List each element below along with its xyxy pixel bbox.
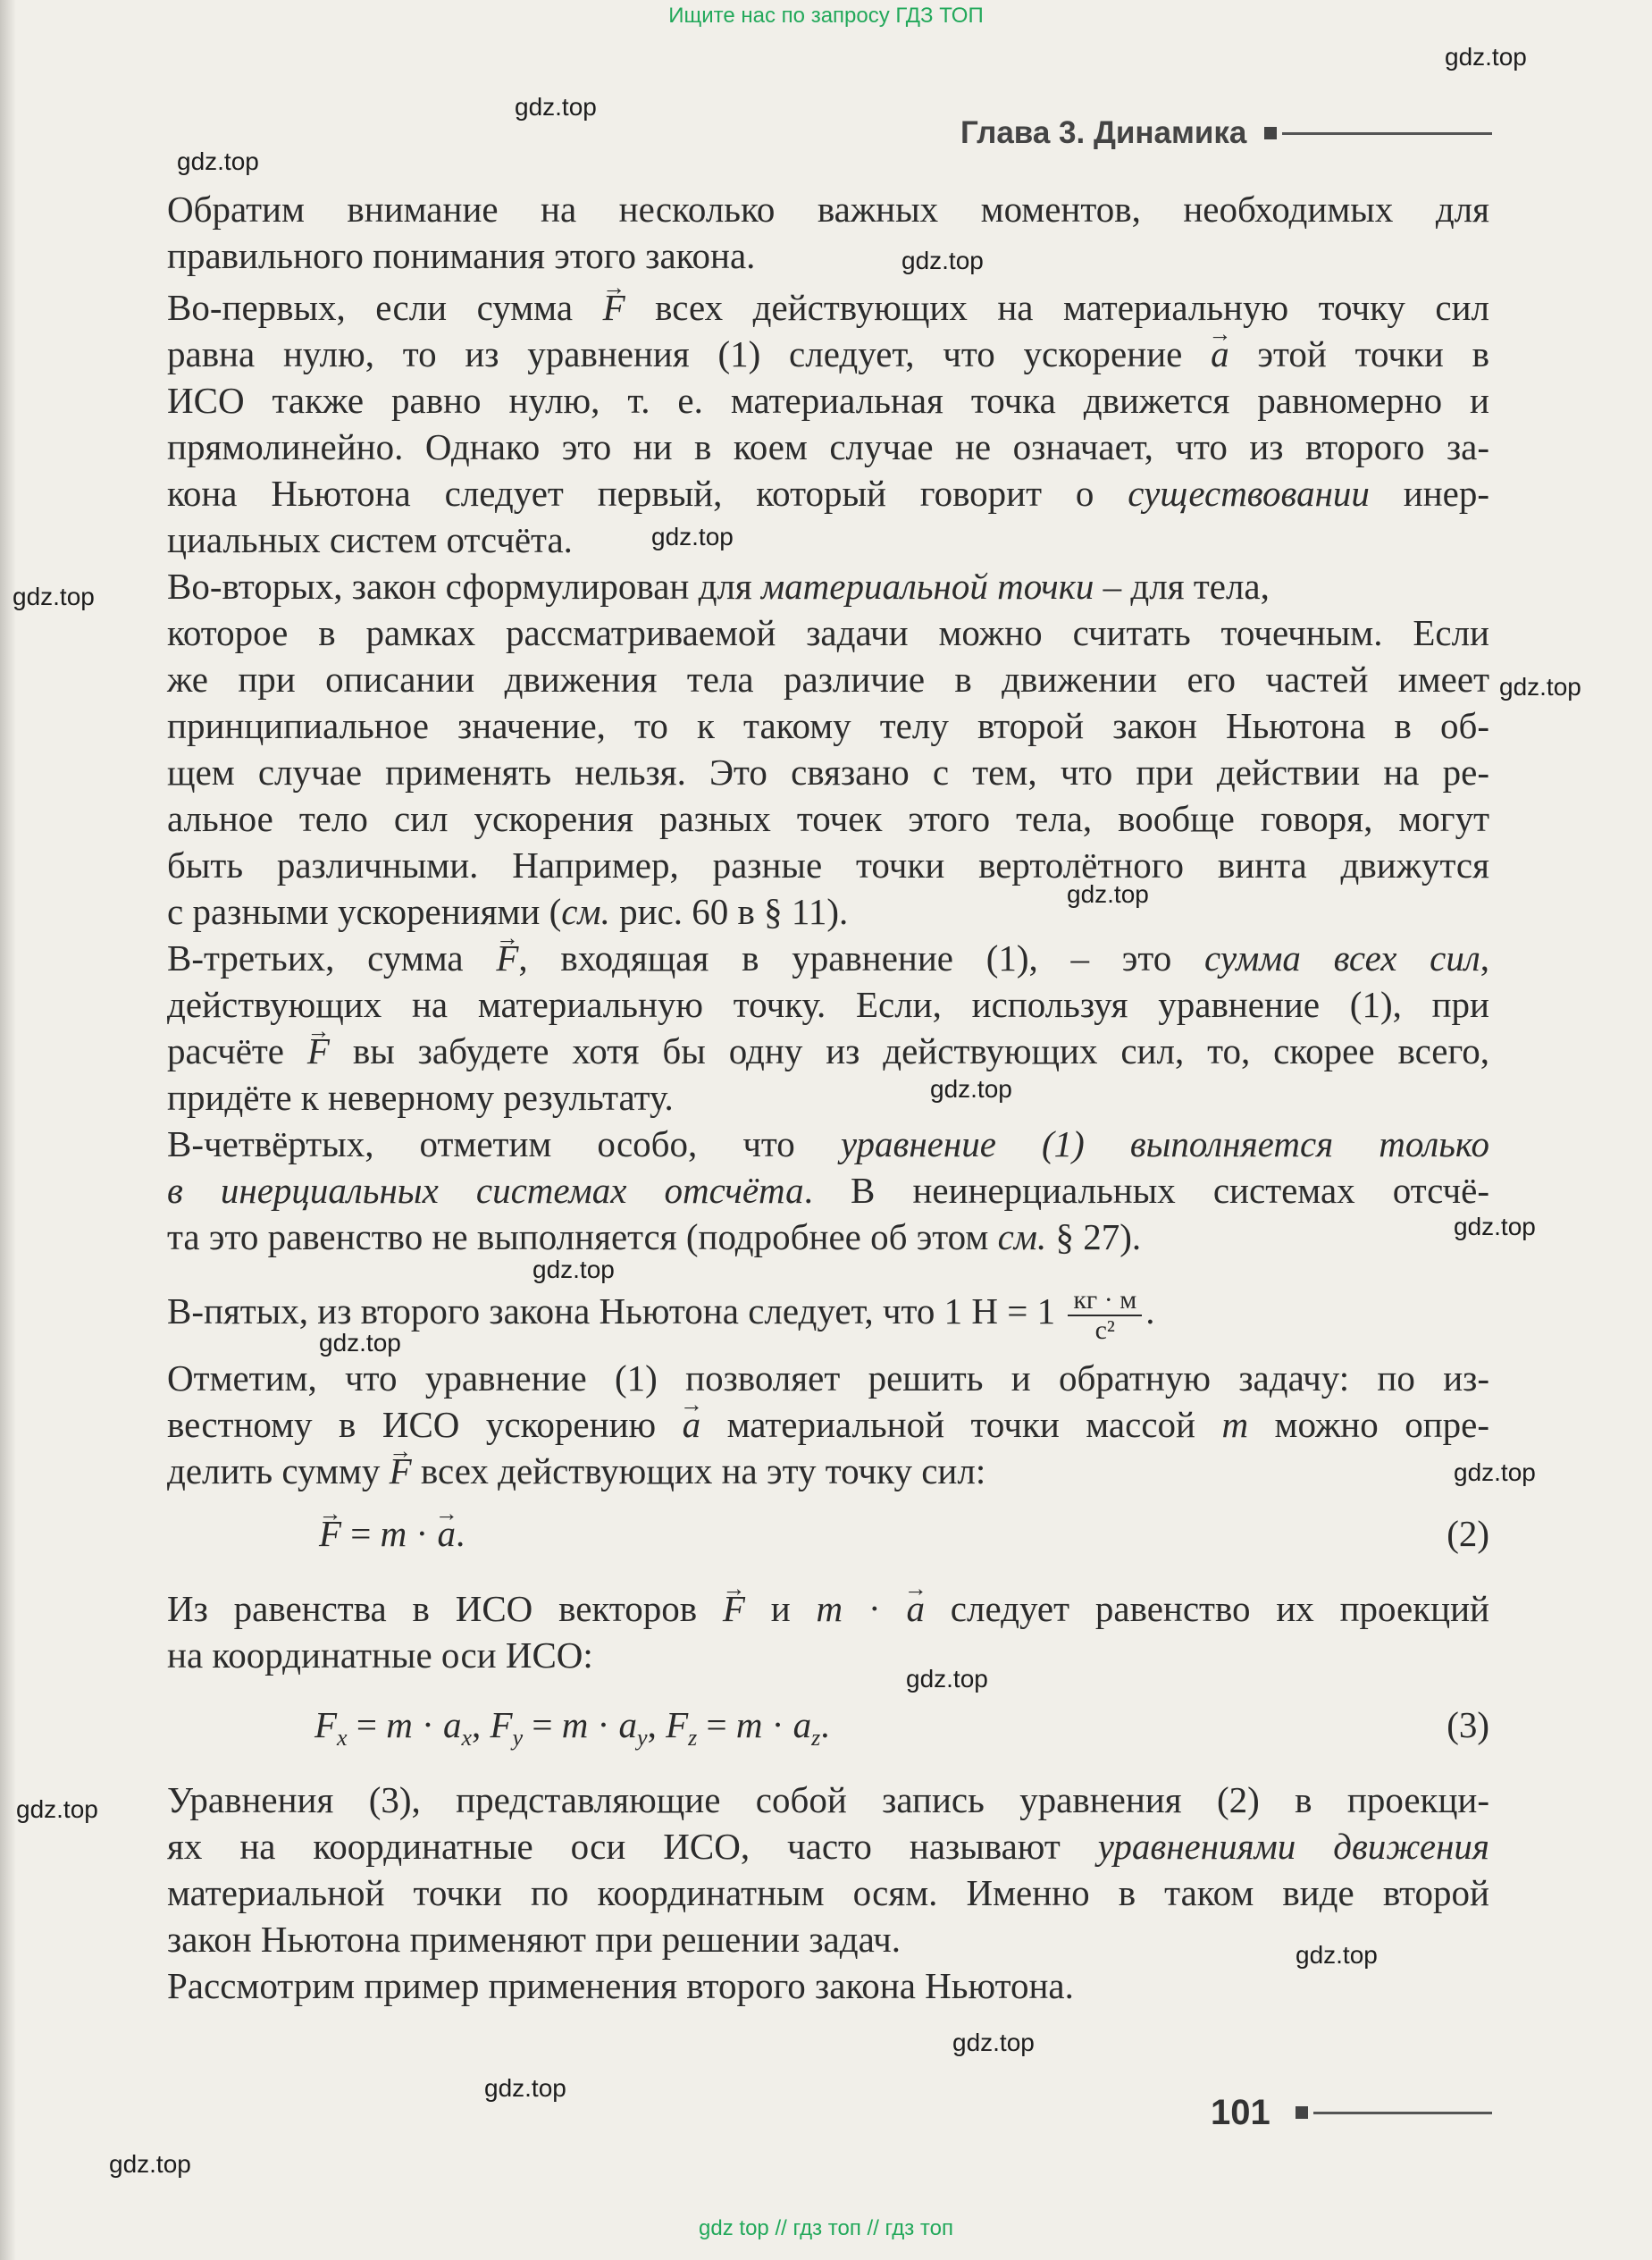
watermark: gdz.top <box>930 1075 1012 1103</box>
vector-a: → a <box>906 1585 925 1632</box>
vector-a: → a <box>683 1401 701 1448</box>
watermark: gdz.top <box>1296 1941 1378 1969</box>
text-line: равна нулю, то из уравнения (1) следует, что ускорение → a этой точки в <box>167 331 1489 377</box>
text-line: Уравнения (3), представляющие собой запись уравнения (2) в проекци- <box>167 1779 1489 1820</box>
text-line: циальных систем отсчёта. <box>167 519 573 560</box>
text-line: щем случае применять нельзя. Это связано с тем, что при действии на ре- <box>167 752 1489 793</box>
text-line: в инерциальных системах отсчёта. В неинерциальных системах отсчё- <box>167 1170 1489 1211</box>
text-line: кона Ньютона следует первый, который говорит о существовании инер- <box>167 473 1490 514</box>
text-line: придёте к неверному результату. <box>167 1077 674 1118</box>
text-line: Отметим, что уравнение (1) позволяет решить и обратную задачу: по из- <box>167 1357 1489 1399</box>
text-line: же при описании движения тела различие в движении его частей имеет <box>167 659 1489 700</box>
watermark: gdz.top <box>515 93 597 121</box>
text-line: которое в рамках рассматриваемой задачи можно считать точечным. Если <box>167 612 1489 653</box>
chapter-title: Глава 3. Динамика <box>960 115 1247 150</box>
text-line: закон Ньютона применяют при решении задач. <box>167 1919 901 1960</box>
bottom-footer: gdz top // гдз топ // гдз топ <box>699 2216 953 2240</box>
text-line: правильного понимания этого закона. <box>167 235 756 276</box>
watermark: gdz.top <box>319 1329 401 1357</box>
text-line: В-третьих, сумма → F, входящая в уравнение (1), – это сумма всех сил, <box>167 935 1489 981</box>
text-line: с разными ускорениями (см. рис. 60 в § 11). <box>167 891 849 932</box>
vector-F: → F <box>603 284 625 331</box>
text-line: быть различными. Например, разные точки вертолётного винта движутся <box>167 844 1489 886</box>
watermark: gdz.top <box>532 1256 615 1283</box>
vector-a: → a <box>437 1510 456 1557</box>
watermark: gdz.top <box>16 1795 98 1823</box>
watermark: gdz.top <box>1445 43 1527 71</box>
equation-3: $F_x = m \cdot a_x$, $F_y = m \cdot a_y$, $F_z = m \cdot a_z$. (3) <box>167 1701 1489 1748</box>
vector-a: → a <box>1211 331 1229 377</box>
text-line: Во-первых, если сумма → F всех действующих на материальную точку сил <box>167 284 1489 331</box>
watermark: gdz.top <box>484 2074 566 2102</box>
watermark: gdz.top <box>1454 1458 1536 1486</box>
text-line: делить сумму → F всех действующих на эту точку сил: <box>167 1448 1489 1494</box>
top-banner: Ищите нас по запросу ГДЗ ТОП <box>668 4 984 28</box>
text-line: на координатные оси ИСО: <box>167 1634 593 1676</box>
page-square-icon <box>1296 2106 1308 2119</box>
header-rule <box>1282 132 1492 135</box>
unit-fraction: $\frac{кг \cdot м}{\text{с²}}$ <box>1068 1286 1142 1345</box>
watermark: gdz.top <box>901 247 984 274</box>
text-line: Обратим внимание на несколько важных моментов, необходимых для <box>167 189 1489 230</box>
page-rule <box>1313 2112 1492 2114</box>
text-line: расчёте → F вы забудете хотя бы одну из действующих сил, то, скорее всего, <box>167 1028 1489 1074</box>
watermark: gdz.top <box>906 1665 988 1693</box>
vector-F: → F <box>390 1448 412 1494</box>
watermark: gdz.top <box>1067 880 1149 908</box>
text-line: ях на координатные оси ИСО, часто называют уравнениями движения <box>167 1826 1489 1867</box>
text-line: ИСО также равно нулю, т. е. материальная точка движется равномерно и <box>167 380 1489 421</box>
watermark: gdz.top <box>651 523 734 550</box>
vector-F: → F <box>723 1585 745 1632</box>
watermark: gdz.top <box>1499 673 1581 701</box>
text-line: вестному в ИСО ускорению → a материальной точки массой m можно опре- <box>167 1401 1489 1448</box>
vector-F: → F <box>307 1028 330 1074</box>
text-line: та это равенство не выполняется (подробнее об этом см. § 27). <box>167 1216 1142 1257</box>
watermark: gdz.top <box>1454 1213 1536 1240</box>
text-line: принципиальное значение, то к такому телу второй закон Ньютона в об- <box>167 705 1489 746</box>
watermark: gdz.top <box>109 2150 191 2178</box>
page-fold-shadow <box>0 0 16 2260</box>
text-line: Рассмотрим пример применения второго закона Ньютона. <box>167 1965 1074 2006</box>
watermark: gdz.top <box>13 583 95 610</box>
equation-2: → F = m · → a. (2) <box>167 1510 1489 1557</box>
text-line: действующих на материальную точку. Если, используя уравнение (1), при <box>167 984 1489 1025</box>
vector-F: → F <box>496 935 518 981</box>
watermark: gdz.top <box>177 147 259 175</box>
text-line: альное тело сил ускорения разных точек этого тела, вообще говоря, могут <box>167 798 1489 839</box>
text-line: материальной точки по координатным осям. Именно в таком виде второй <box>167 1872 1489 1913</box>
text-line: Из равенства в ИСО векторов → F и m · → a следует равенство их проекций <box>167 1585 1489 1632</box>
vector-F: → F <box>319 1510 341 1557</box>
watermark: gdz.top <box>952 2029 1035 2056</box>
text-line: прямолинейно. Однако это ни в коем случае не означает, что из второго за- <box>167 426 1489 467</box>
page-number: 101 <box>1211 2088 1492 2138</box>
equation-number: (3) <box>1447 1704 1489 1745</box>
text-line: В-четвёртых, отметим особо, что уравнение (1) выполняется только <box>167 1123 1490 1164</box>
text-line: В-пятых, из второго закона Ньютона следует, что 1 Н = 1 $\frac{кг \cdot м}{\text{с²}}$ . <box>167 1284 1155 1345</box>
chapter-header <box>960 113 1492 153</box>
equation-number: (2) <box>1447 1513 1489 1554</box>
text-line: Во-вторых, закон сформулирован для материальной точки – для тела, <box>167 566 1270 607</box>
header-square-icon <box>1264 127 1277 139</box>
